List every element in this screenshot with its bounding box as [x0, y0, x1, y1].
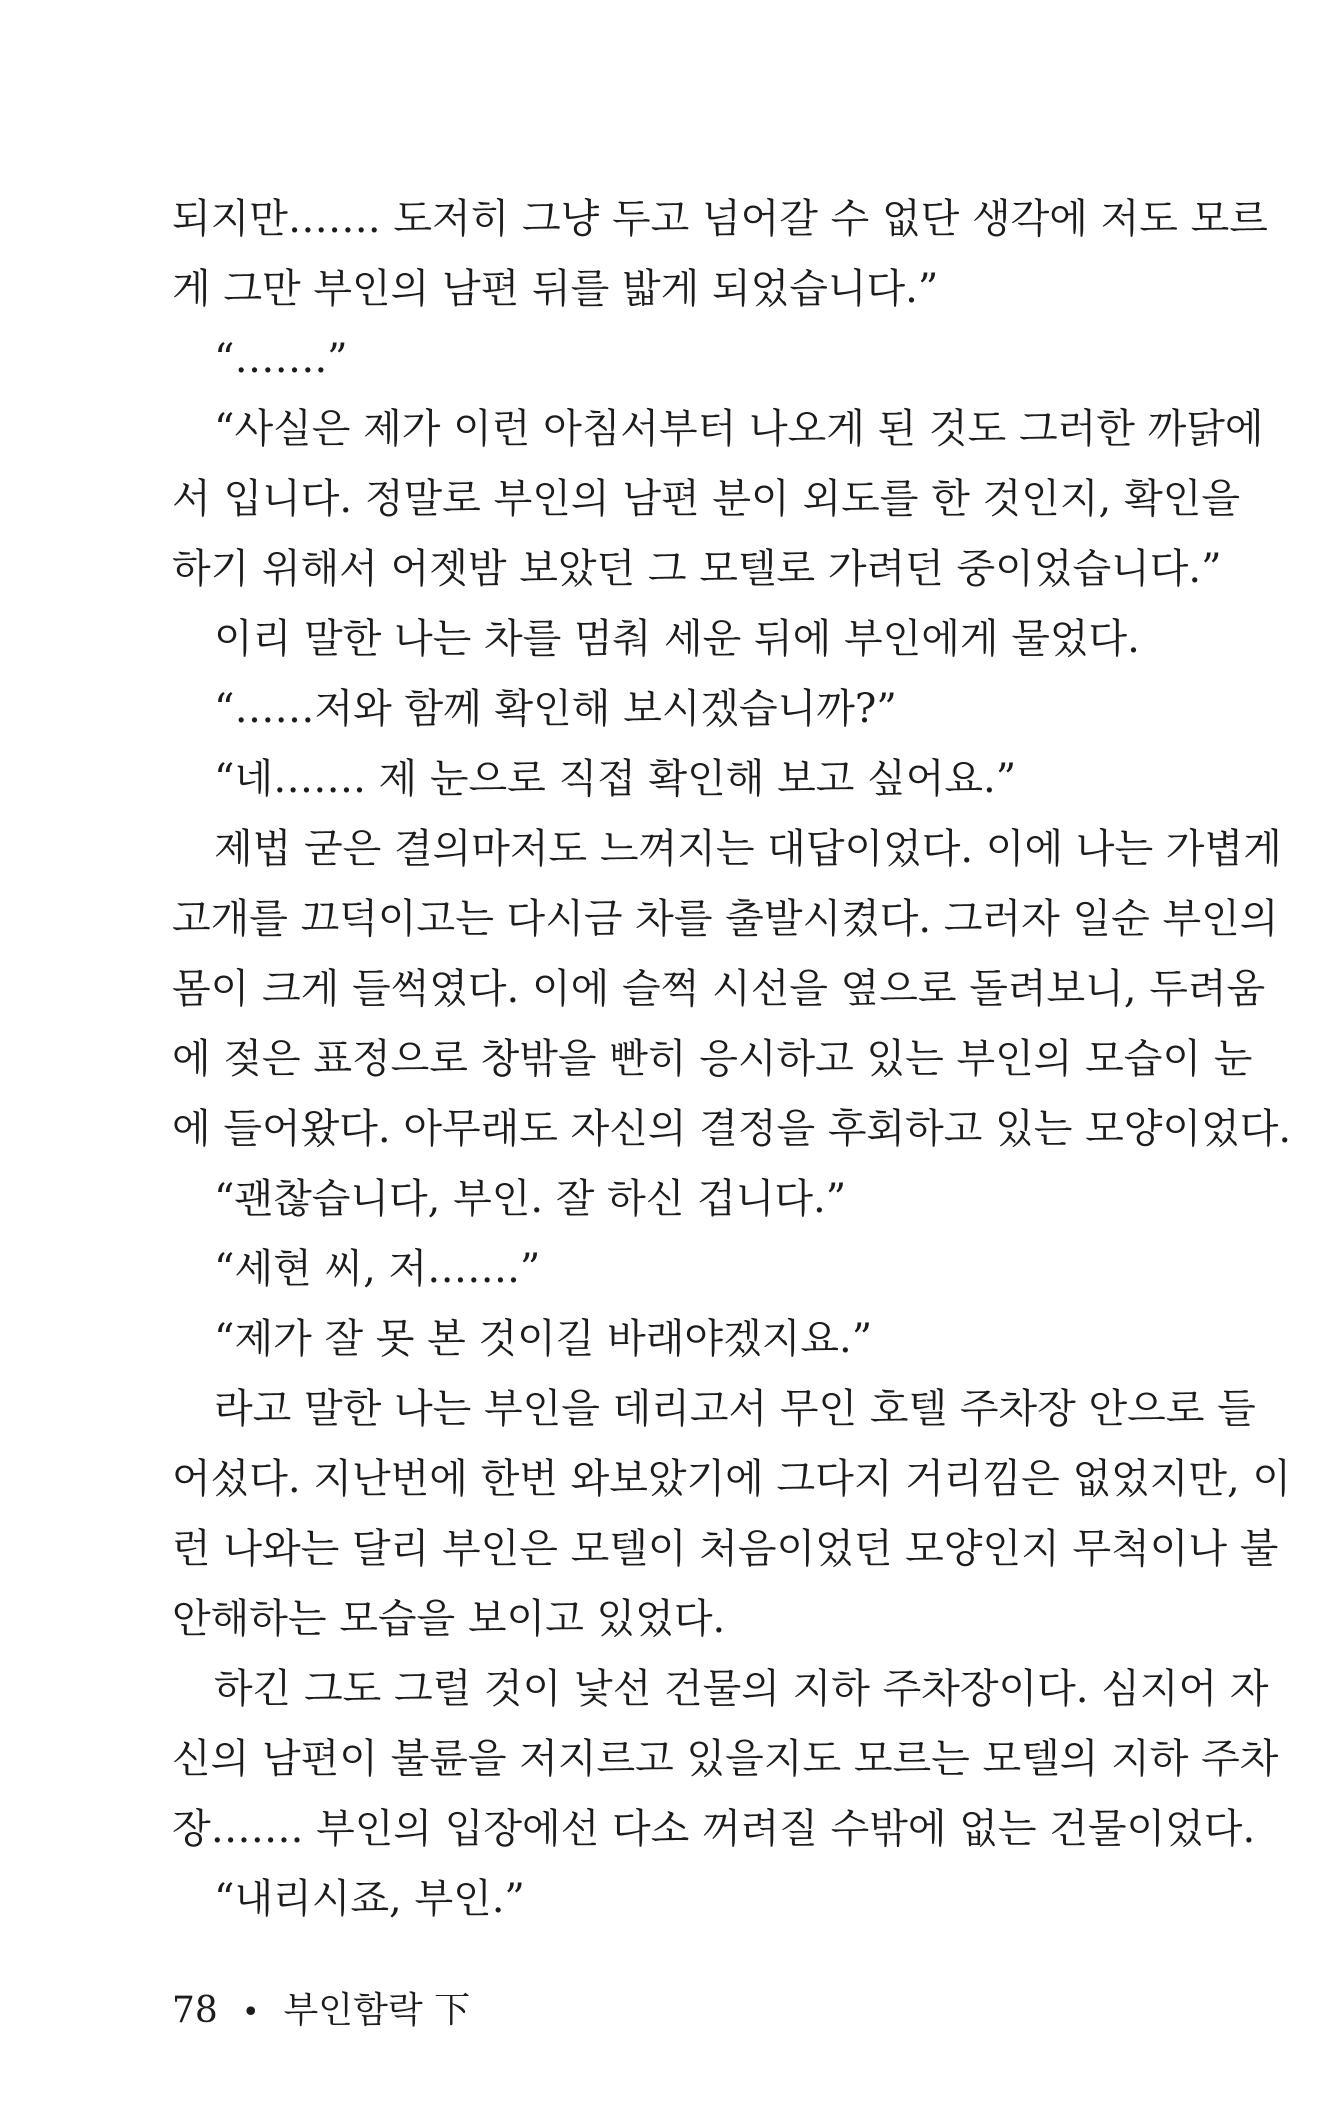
text-line: “…….”: [214, 336, 348, 382]
text-line: 하긴 그도 그럴 것이 낯선 건물의 지하 주차장이다. 심지어 자: [214, 1666, 1269, 1712]
page-footer: [172, 1982, 470, 2033]
text-line: 이리 말한 나는 차를 멈춰 세운 뒤에 부인에게 물었다.: [214, 616, 1140, 662]
text-line: 되지만……. 도저히 그냥 두고 넘어갈 수 없단 생각에 저도 모르: [172, 196, 1268, 242]
text-line: 에 들어왔다. 아무래도 자신의 결정을 후회하고 있는 모양이었다.: [172, 1106, 1292, 1152]
text-line: 장……. 부인의 입장에선 다소 꺼려질 수밖에 없는 건물이었다.: [172, 1806, 1256, 1852]
text-line: “제가 잘 못 본 것이길 바래야겠지요.”: [214, 1316, 873, 1362]
text-line: 런 나와는 달리 부인은 모텔이 처음이었던 모양인지 무척이나 불: [172, 1526, 1279, 1572]
text-line: “……저와 함께 확인해 보시겠습니까?”: [214, 686, 897, 732]
text-line: 제법 굳은 결의마저도 느껴지는 대답이었다. 이에 나는 가볍게: [214, 826, 1282, 872]
text-line: 에 젖은 표정으로 창밖을 빤히 응시하고 있는 부인의 모습이 눈: [172, 1036, 1253, 1082]
text-line: 몸이 크게 들썩였다. 이에 슬쩍 시선을 옆으로 돌려보니, 두려움: [172, 966, 1266, 1012]
text-line: 고개를 끄덕이고는 다시금 차를 출발시켰다. 그러자 일순 부인의: [172, 896, 1279, 942]
text-line: 안해하는 모습을 보이고 있었다.: [172, 1596, 726, 1642]
book-title: 부인함락 下: [283, 1990, 471, 2031]
text-line: 라고 말한 나는 부인을 데리고서 무인 호텔 주차장 안으로 들: [214, 1386, 1256, 1432]
text-line: “세현 씨, 저…….”: [214, 1246, 541, 1292]
text-line: 어섰다. 지난번에 한번 와보았기에 그다지 거리낌은 없었지만, 이: [172, 1456, 1292, 1502]
bullet-separator: •: [241, 1995, 260, 2030]
page-number: 78: [172, 1990, 218, 2031]
text-line: “네……. 제 눈으로 직접 확인해 보고 싶어요.”: [214, 756, 1017, 802]
text-line: 서 입니다. 정말로 부인의 남편 분이 외도를 한 것인지, 확인을: [172, 476, 1240, 522]
text-line: 신의 남편이 불륜을 저지르고 있을지도 모르는 모텔의 지하 주차: [172, 1736, 1279, 1782]
text-line: “사실은 제가 이런 아침서부터 나오게 된 것도 그러한 까닭에: [214, 406, 1264, 452]
body-text: [172, 184, 1292, 1934]
text-line: 게 그만 부인의 남편 뒤를 밟게 되었습니다.”: [172, 266, 939, 312]
text-line: “내리시죠, 부인.”: [214, 1876, 525, 1922]
text-line: 하기 위해서 어젯밤 보았던 그 모텔로 가려던 중이었습니다.”: [172, 546, 1222, 592]
text-line: “괜찮습니다, 부인. 잘 하신 겁니다.”: [214, 1176, 847, 1222]
